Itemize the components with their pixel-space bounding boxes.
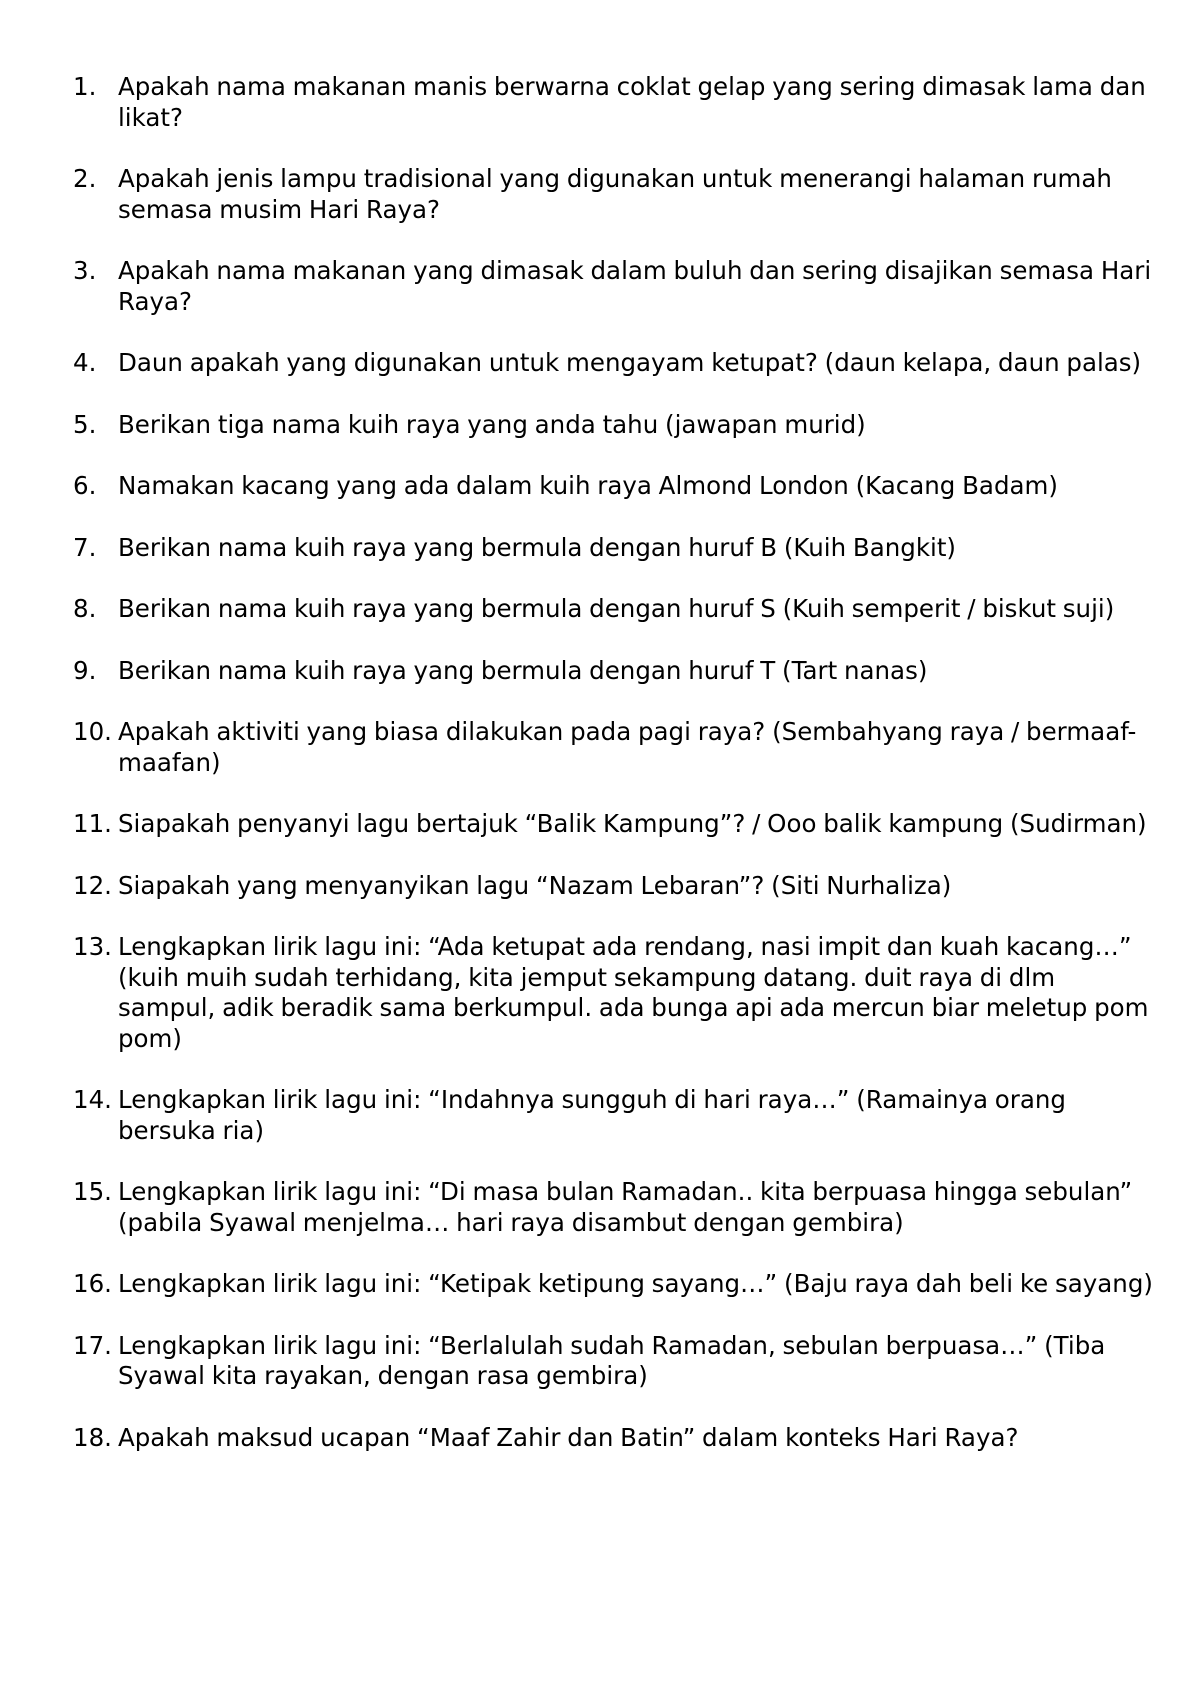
question-text: Daun apakah yang digunakan untuk mengayam ketupat? (daun kelapa, daun palas) xyxy=(118,348,1142,377)
question-item xyxy=(73,1177,1153,1238)
question-text: Berikan nama kuih raya yang bermula dengan huruf T (Tart nanas) xyxy=(118,655,928,685)
question-item xyxy=(73,809,1153,840)
question-item xyxy=(73,1423,1153,1454)
question-number: 5. xyxy=(73,409,97,439)
question-text: Namakan kacang yang ada dalam kuih raya Almond London (Kacang Badam) xyxy=(118,471,1058,500)
question-item xyxy=(73,932,1153,1054)
question-item xyxy=(73,717,1153,778)
question-number: 12. xyxy=(73,870,112,900)
question-item xyxy=(73,348,1153,379)
question-item xyxy=(73,533,1153,564)
question-text: Lengkapkan lirik lagu ini: “Ketipak ketipung sayang…” (Baju raya dah beli ke sayang) xyxy=(118,1269,1153,1298)
question-item xyxy=(73,164,1153,225)
question-number: 6. xyxy=(73,471,97,500)
question-number: 17. xyxy=(73,1330,112,1360)
question-number: 16. xyxy=(73,1269,112,1298)
question-number: 1. xyxy=(73,72,97,101)
question-item xyxy=(73,594,1153,625)
question-item xyxy=(73,471,1153,502)
question-item xyxy=(73,256,1153,317)
question-number: 2. xyxy=(73,164,97,193)
question-item xyxy=(73,1085,1153,1146)
question-number: 7. xyxy=(73,532,97,562)
question-item xyxy=(73,1331,1153,1392)
question-text: Berikan nama kuih raya yang bermula dengan huruf B (Kuih Bangkit) xyxy=(118,532,956,562)
question-item xyxy=(73,871,1153,902)
question-text: Apakah maksud ucapan “Maaf Zahir dan Batin” dalam konteks Hari Raya? xyxy=(118,1422,1019,1452)
question-text: Lengkapkan lirik lagu ini: “Berlalulah sudah Ramadan, sebulan berpuasa…” (Tiba Syawal kita rayakan, dengan rasa gembira) xyxy=(118,1330,1106,1390)
question-item xyxy=(73,656,1153,687)
question-number: 10. xyxy=(73,717,112,746)
question-item xyxy=(73,1269,1153,1300)
question-text: Apakah nama makanan manis berwarna coklat gelap yang sering dimasak lama dan likat? xyxy=(118,72,1146,132)
question-item xyxy=(73,72,1153,133)
question-number: 8. xyxy=(73,594,97,623)
question-number: 3. xyxy=(73,256,97,285)
question-number: 9. xyxy=(73,655,97,685)
question-number: 18. xyxy=(73,1422,112,1452)
question-number: 11. xyxy=(73,809,112,838)
question-text: Apakah jenis lampu tradisional yang digunakan untuk menerangi halaman rumah semasa musim Hari Raya? xyxy=(118,164,1112,224)
question-text: Lengkapkan lirik lagu ini: “Di masa bulan Ramadan.. kita berpuasa hingga sebulan” (pabila Syawal menjelma… hari raya disambut dengan gembira) xyxy=(118,1177,1133,1237)
question-item xyxy=(73,410,1153,441)
question-text: Lengkapkan lirik lagu ini: “Indahnya sungguh di hari raya…” (Ramainya orang bersuka ria) xyxy=(118,1085,1066,1145)
question-text: Siapakah yang menyanyikan lagu “Nazam Lebaran”? (Siti Nurhaliza) xyxy=(118,870,952,900)
question-number: 4. xyxy=(73,348,97,377)
question-text: Apakah aktiviti yang biasa dilakukan pada pagi raya? (Sembahyang raya / bermaaf-maafan) xyxy=(118,717,1137,777)
question-number: 14. xyxy=(73,1085,112,1114)
question-text: Lengkapkan lirik lagu ini: “Ada ketupat ada rendang, nasi impit dan kuah kacang…” (kuih muih sudah terhidang, kita jemput sekampung datang. duit raya di dlm sampul, adik beradik sama berkumpul. ada bunga api ada mercun biar meletup pom pom) xyxy=(118,932,1149,1053)
question-text: Siapakah penyanyi lagu bertajuk “Balik Kampung”? / Ooo balik kampung (Sudirman) xyxy=(118,809,1147,838)
question-text: Berikan tiga nama kuih raya yang anda tahu (jawapan murid) xyxy=(118,409,866,439)
question-number: 13. xyxy=(73,932,112,961)
question-list xyxy=(73,72,1153,1484)
question-number: 15. xyxy=(73,1177,112,1206)
question-text: Apakah nama makanan yang dimasak dalam buluh dan sering disajikan semasa Hari Raya? xyxy=(118,256,1152,316)
question-text: Berikan nama kuih raya yang bermula dengan huruf S (Kuih semperit / biskut suji) xyxy=(118,594,1115,623)
